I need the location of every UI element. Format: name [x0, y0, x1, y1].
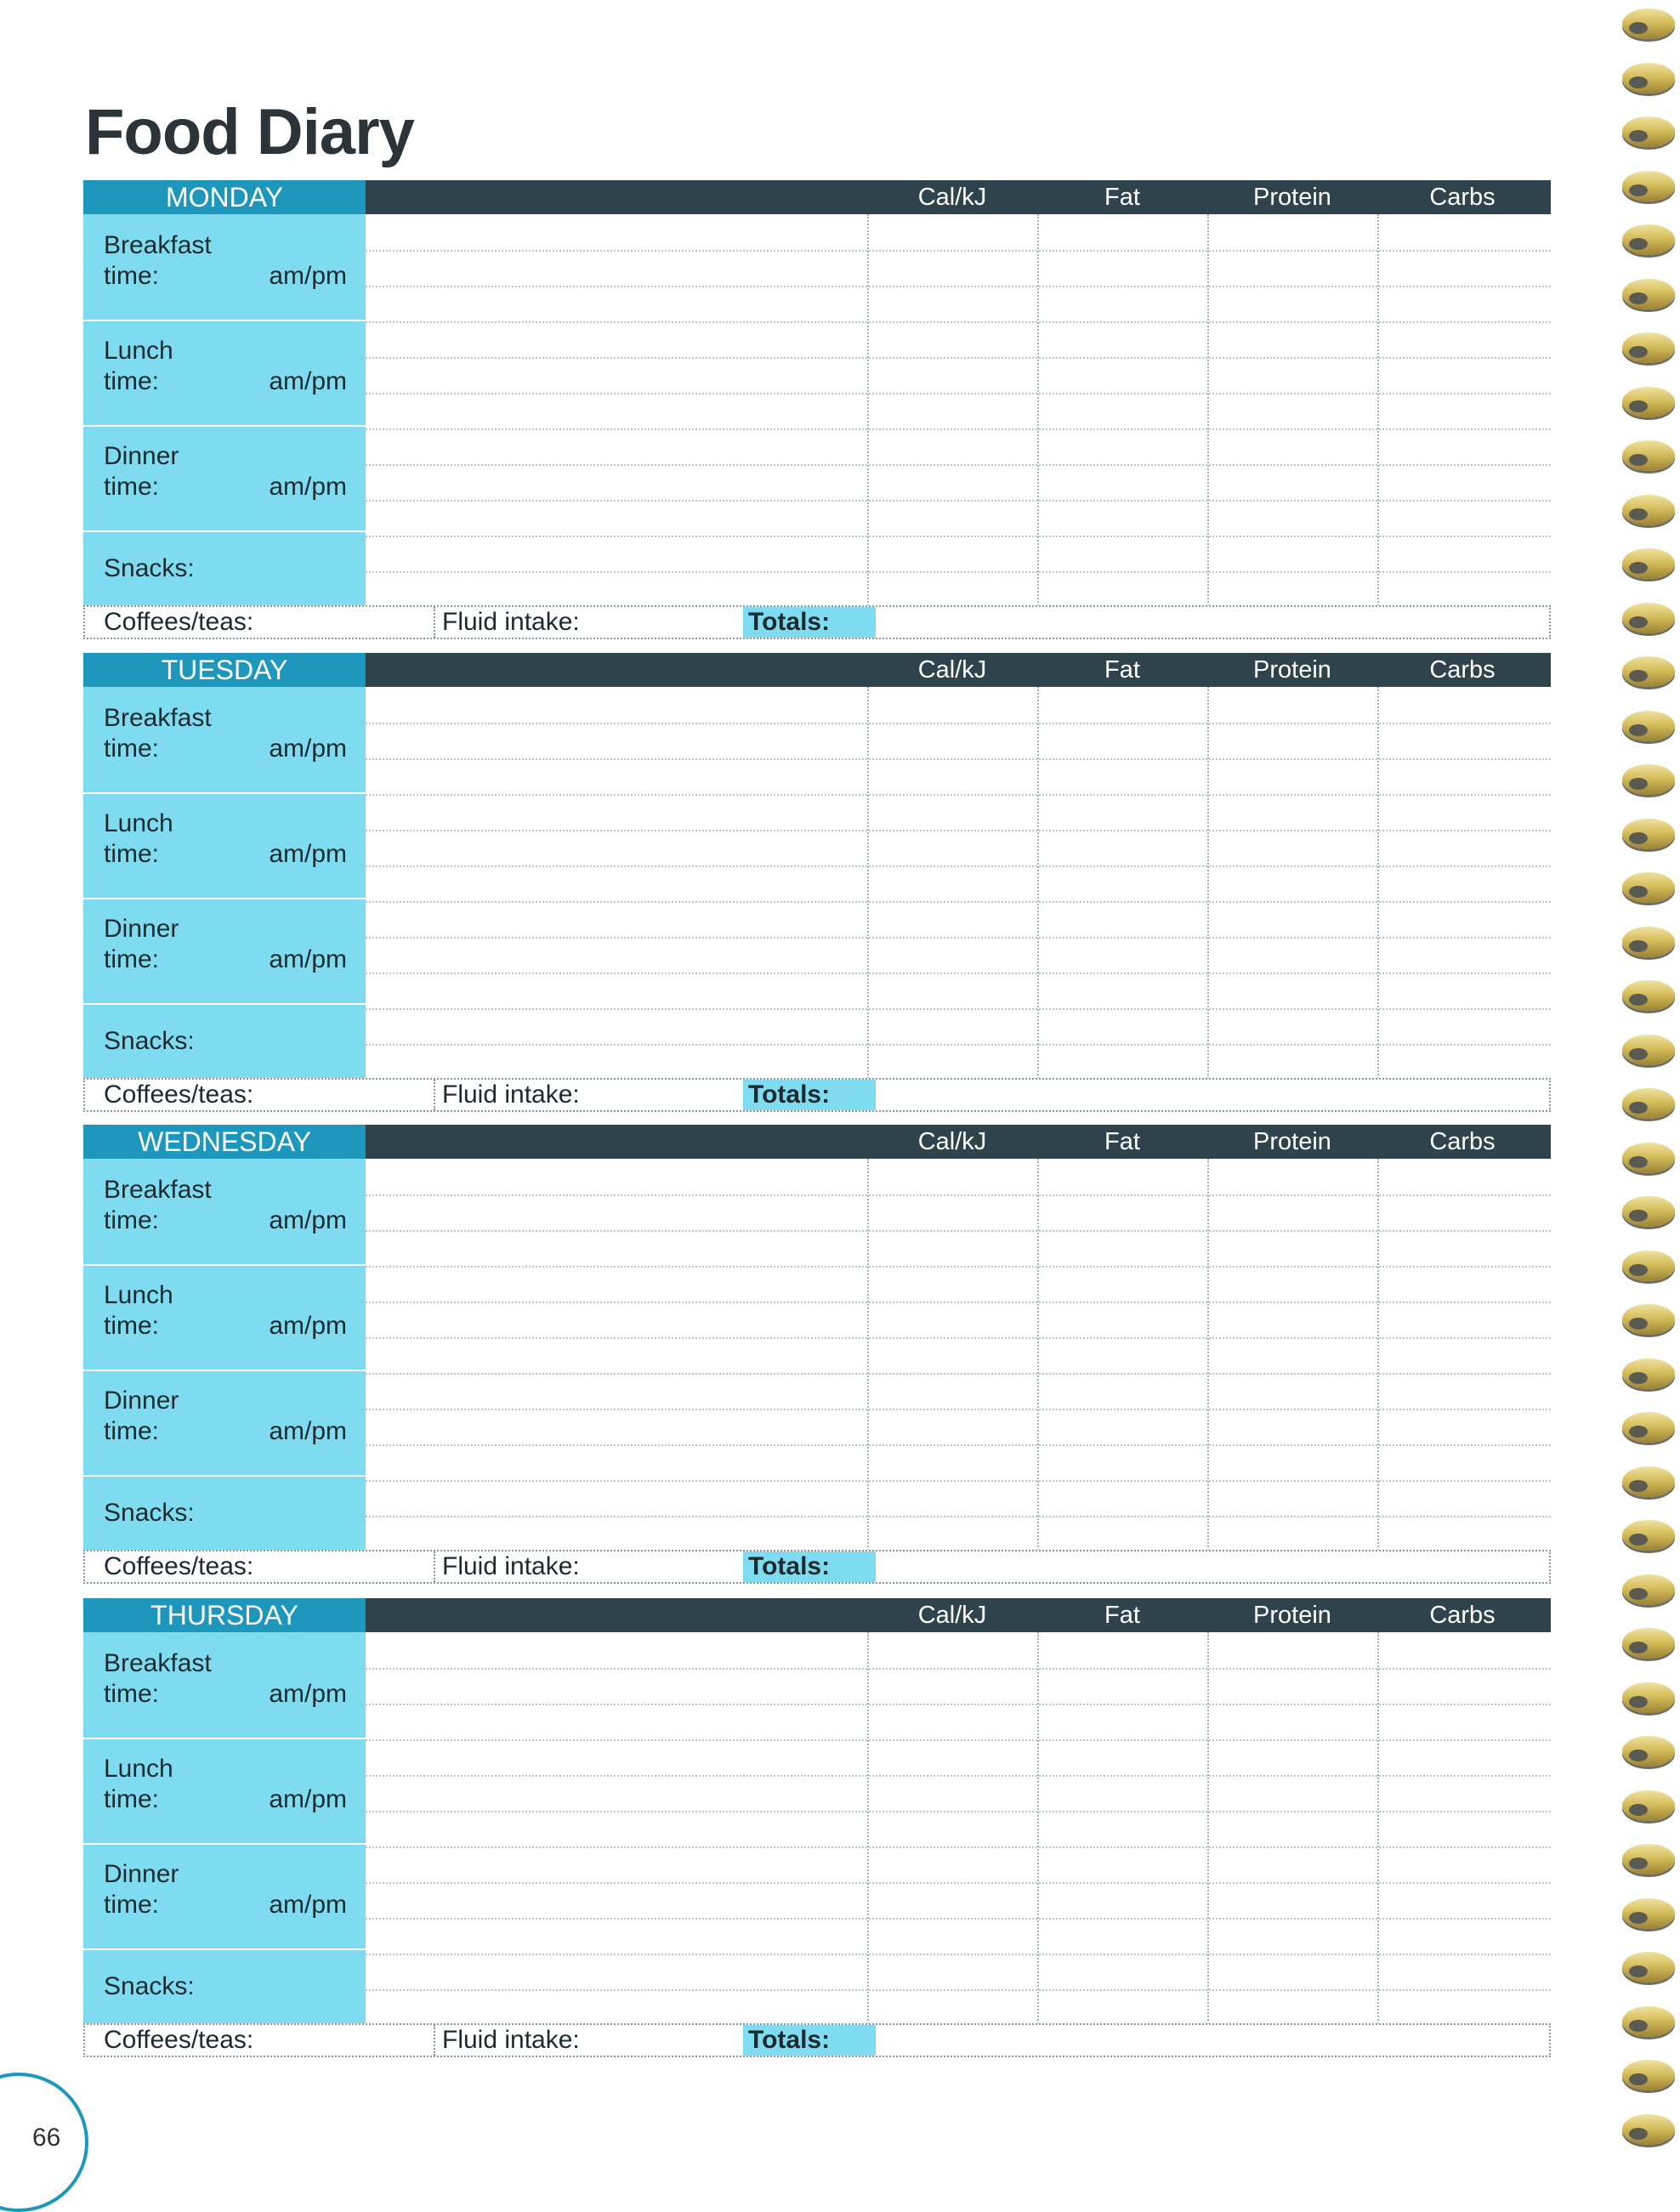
meal-name: Snacks:	[104, 1027, 195, 1055]
ruled-line	[366, 1409, 1551, 1410]
ruled-line	[366, 723, 1551, 724]
spiral-coil	[1622, 1304, 1675, 1335]
meal-separator	[83, 1264, 366, 1266]
meal-slot	[83, 687, 366, 792]
meal-slot	[83, 1738, 366, 1843]
ruled-line	[366, 1337, 1551, 1339]
meal-time-label: time:	[104, 1680, 160, 1708]
meal-panel	[83, 214, 366, 605]
entry-grid[interactable]	[366, 1159, 1551, 1550]
spiral-coil	[1622, 1466, 1675, 1497]
meal-ampm-label: am/pm	[269, 262, 347, 290]
spiral-binding	[1622, 0, 1680, 2168]
spiral-coil	[1622, 764, 1675, 795]
column-divider	[1207, 687, 1209, 1112]
meal-time-label: time:	[104, 367, 160, 395]
coffees-teas-label: Coffees/teas:	[104, 1080, 254, 1109]
meal-separator	[83, 1843, 366, 1845]
spiral-coil	[1622, 1358, 1675, 1389]
spiral-coil	[1622, 711, 1675, 741]
ruled-line	[366, 393, 1551, 394]
page-number: 66	[32, 2124, 61, 2152]
column-divider	[1037, 1632, 1039, 2057]
day-block	[83, 653, 1551, 1112]
spiral-coil	[1622, 1520, 1675, 1551]
meal-time-label: time:	[104, 840, 160, 868]
spiral-coil	[1622, 2006, 1675, 2037]
meal-name: Breakfast	[104, 1649, 212, 1677]
spiral-coil	[1622, 387, 1675, 417]
totals-label: Totals:	[743, 607, 876, 638]
fluid-intake-label: Fluid intake:	[434, 607, 580, 638]
meal-slot	[83, 1632, 366, 1738]
meal-name: Dinner	[104, 1387, 179, 1415]
meal-slot	[83, 1475, 366, 1550]
spiral-coil	[1622, 440, 1675, 471]
spiral-coil	[1622, 1196, 1675, 1227]
meal-slot	[83, 1948, 366, 2023]
ruled-line	[366, 758, 1551, 760]
ruled-line	[366, 500, 1551, 502]
meal-separator	[83, 530, 366, 532]
column-divider	[1377, 214, 1379, 639]
ruled-line	[366, 1008, 1551, 1010]
column-divider	[1377, 1632, 1379, 2057]
meal-name: Dinner	[104, 442, 179, 470]
totals-label: Totals:	[743, 1080, 876, 1110]
meal-ampm-label: am/pm	[269, 840, 347, 868]
meal-panel	[83, 687, 366, 1078]
meal-separator	[83, 425, 366, 427]
meal-name: Snacks:	[104, 554, 195, 582]
spiral-coil	[1622, 656, 1675, 687]
totals-label: Totals:	[743, 1551, 876, 1582]
meal-separator	[83, 792, 366, 794]
meal-slot	[83, 1843, 366, 1948]
spiral-coil	[1622, 1088, 1675, 1119]
footer-row	[83, 1550, 1551, 1584]
meal-ampm-label: am/pm	[269, 1206, 347, 1234]
spiral-coil	[1622, 1251, 1675, 1281]
coffees-teas-label: Coffees/teas:	[104, 1552, 254, 1580]
ruled-line	[366, 1480, 1551, 1482]
column-header: Protein	[1253, 184, 1331, 211]
meal-time-label: time:	[104, 734, 160, 763]
meal-ampm-label: am/pm	[269, 1891, 347, 1919]
ruled-line	[366, 250, 1551, 252]
meal-slot	[83, 1159, 366, 1264]
meal-slot	[83, 320, 366, 425]
column-header: Protein	[1253, 656, 1331, 683]
meal-panel	[83, 1159, 366, 1550]
meal-slot	[83, 425, 366, 530]
meal-separator	[83, 320, 366, 321]
column-header: Carbs	[1429, 184, 1496, 211]
day-header-bar	[83, 180, 1551, 214]
ruled-line	[366, 1230, 1551, 1232]
column-header: Carbs	[1429, 1128, 1496, 1155]
ruled-line	[366, 1739, 1551, 1741]
spiral-coil	[1622, 1143, 1675, 1173]
meal-ampm-label: am/pm	[269, 1312, 347, 1340]
ruled-line	[366, 1811, 1551, 1812]
meal-name: Breakfast	[104, 1176, 212, 1204]
meal-panel	[83, 1632, 366, 2023]
column-header: Cal/kJ	[917, 656, 987, 683]
meal-separator	[83, 898, 366, 899]
column-header: Protein	[1253, 1128, 1331, 1155]
column-divider	[1037, 1159, 1039, 1584]
meal-name: Dinner	[104, 1860, 179, 1888]
spiral-coil	[1622, 495, 1675, 525]
meal-separator	[83, 1370, 366, 1371]
meal-name: Snacks:	[104, 1499, 195, 1527]
meal-ampm-label: am/pm	[269, 734, 347, 763]
footer-row	[83, 2023, 1551, 2057]
meal-slot	[83, 1003, 366, 1078]
column-divider	[1377, 1159, 1379, 1584]
day-name: TUESDAY	[83, 653, 366, 687]
meal-time-label: time:	[104, 1312, 160, 1340]
meal-ampm-label: am/pm	[269, 1785, 347, 1813]
column-header: Carbs	[1429, 656, 1496, 683]
coffees-teas-label: Coffees/teas:	[104, 608, 254, 636]
meal-slot	[83, 214, 366, 320]
column-header: Fat	[1104, 1602, 1140, 1629]
meal-time-label: time:	[104, 945, 160, 973]
column-divider	[1207, 214, 1209, 639]
ruled-line	[366, 357, 1551, 359]
column-header: Protein	[1253, 1602, 1331, 1629]
ruled-line	[366, 1266, 1551, 1268]
ruled-line	[366, 1044, 1551, 1046]
meal-name: Lunch	[104, 1755, 173, 1783]
ruled-line	[366, 1989, 1551, 1991]
spiral-coil	[1622, 116, 1675, 147]
spiral-coil	[1622, 9, 1675, 39]
ruled-line	[366, 1444, 1551, 1446]
meal-slot	[83, 1370, 366, 1475]
ruled-line	[366, 1846, 1551, 1848]
ruled-line	[366, 1373, 1551, 1375]
spiral-coil	[1622, 1628, 1675, 1659]
meal-ampm-label: am/pm	[269, 1417, 347, 1445]
ruled-line	[366, 321, 1551, 323]
fluid-intake-label: Fluid intake:	[434, 1080, 580, 1110]
meal-ampm-label: am/pm	[269, 1680, 347, 1708]
ruled-line	[366, 830, 1551, 831]
spiral-coil	[1622, 63, 1675, 94]
meal-slot	[83, 898, 366, 1003]
column-divider	[867, 1632, 869, 2057]
column-header: Cal/kJ	[917, 184, 987, 211]
ruled-line	[366, 1668, 1551, 1670]
meal-ampm-label: am/pm	[269, 945, 347, 973]
ruled-line	[366, 973, 1551, 974]
meal-time-label: time:	[104, 1206, 160, 1234]
ruled-line	[366, 464, 1551, 466]
page-title: Food Diary	[85, 96, 414, 168]
column-divider	[1037, 214, 1039, 639]
spiral-coil	[1622, 603, 1675, 633]
ruled-line	[366, 428, 1551, 430]
column-header: Cal/kJ	[917, 1128, 987, 1155]
entry-grid[interactable]	[366, 214, 1551, 605]
column-header: Fat	[1104, 184, 1140, 211]
totals-label: Totals:	[743, 2025, 876, 2056]
meal-name: Lunch	[104, 337, 173, 365]
day-header-bar	[83, 653, 1551, 687]
meal-ampm-label: am/pm	[269, 367, 347, 395]
meal-name: Dinner	[104, 915, 179, 943]
spiral-coil	[1622, 279, 1675, 309]
meal-time-label: time:	[104, 473, 160, 501]
fluid-intake-label: Fluid intake:	[434, 2025, 580, 2056]
fluid-intake-label: Fluid intake:	[434, 1551, 580, 1582]
meal-name: Lunch	[104, 1281, 173, 1309]
spiral-coil	[1622, 1035, 1675, 1065]
spiral-coil	[1622, 1844, 1675, 1875]
spiral-coil	[1622, 1682, 1675, 1713]
day-name: THURSDAY	[83, 1598, 366, 1632]
day-block	[83, 1125, 1551, 1584]
meal-separator	[83, 1003, 366, 1005]
ruled-line	[366, 901, 1551, 903]
coffees-teas-label: Coffees/teas:	[104, 2026, 254, 2054]
column-divider	[867, 214, 869, 639]
spiral-coil	[1622, 819, 1675, 849]
meal-ampm-label: am/pm	[269, 473, 347, 501]
spiral-coil	[1622, 548, 1675, 579]
day-block	[83, 180, 1551, 639]
ruled-line	[366, 1918, 1551, 1920]
spiral-coil	[1622, 1574, 1675, 1605]
spiral-coil	[1622, 980, 1675, 1011]
meal-slot	[83, 792, 366, 898]
ruled-line	[366, 1194, 1551, 1196]
day-header-bar	[83, 1125, 1551, 1159]
entry-grid[interactable]	[366, 1632, 1551, 2023]
spiral-coil	[1622, 927, 1675, 957]
column-divider	[1207, 1632, 1209, 2057]
column-divider	[1377, 687, 1379, 1112]
column-divider	[867, 1159, 869, 1584]
spiral-coil	[1622, 2060, 1675, 2090]
spiral-coil	[1622, 872, 1675, 903]
entry-grid[interactable]	[366, 687, 1551, 1078]
ruled-line	[366, 794, 1551, 796]
spiral-coil	[1622, 1412, 1675, 1443]
spiral-coil	[1622, 171, 1675, 201]
ruled-line	[366, 1954, 1551, 1955]
meal-separator	[83, 1475, 366, 1477]
spiral-coil	[1622, 1952, 1675, 1982]
spiral-coil	[1622, 1790, 1675, 1821]
meal-separator	[83, 1948, 366, 1950]
spiral-coil	[1622, 224, 1675, 255]
spiral-coil	[1622, 1898, 1675, 1929]
ruled-line	[366, 536, 1551, 537]
ruled-line	[366, 1882, 1551, 1884]
column-divider	[867, 687, 869, 1112]
day-header-bar	[83, 1598, 1551, 1632]
day-name: MONDAY	[83, 180, 366, 214]
ruled-line	[366, 937, 1551, 939]
meal-name: Breakfast	[104, 231, 212, 259]
meal-name: Breakfast	[104, 704, 212, 732]
ruled-line	[366, 1302, 1551, 1303]
spiral-coil	[1622, 1736, 1675, 1767]
meal-separator	[83, 1738, 366, 1739]
footer-row	[83, 605, 1551, 639]
column-header: Fat	[1104, 1128, 1140, 1155]
spiral-coil	[1622, 2114, 1675, 2145]
day-block	[83, 1598, 1551, 2057]
column-divider	[1207, 1159, 1209, 1584]
meal-time-label: time:	[104, 1891, 160, 1919]
footer-row	[83, 1078, 1551, 1112]
ruled-line	[366, 1775, 1551, 1777]
column-header: Cal/kJ	[917, 1602, 987, 1629]
day-name: WEDNESDAY	[83, 1125, 366, 1159]
meal-time-label: time:	[104, 1785, 160, 1813]
ruled-line	[366, 1704, 1551, 1705]
meal-name: Snacks:	[104, 1972, 195, 2000]
meal-slot	[83, 530, 366, 605]
ruled-line	[366, 1516, 1551, 1517]
meal-name: Lunch	[104, 809, 173, 837]
meal-slot	[83, 1264, 366, 1370]
spiral-coil	[1622, 332, 1675, 363]
column-header: Fat	[1104, 656, 1140, 683]
ruled-line	[366, 865, 1551, 867]
column-header: Carbs	[1429, 1602, 1496, 1629]
column-divider	[1037, 687, 1039, 1112]
meal-time-label: time:	[104, 262, 160, 290]
ruled-line	[366, 286, 1551, 287]
meal-time-label: time:	[104, 1417, 160, 1445]
ruled-line	[366, 571, 1551, 573]
